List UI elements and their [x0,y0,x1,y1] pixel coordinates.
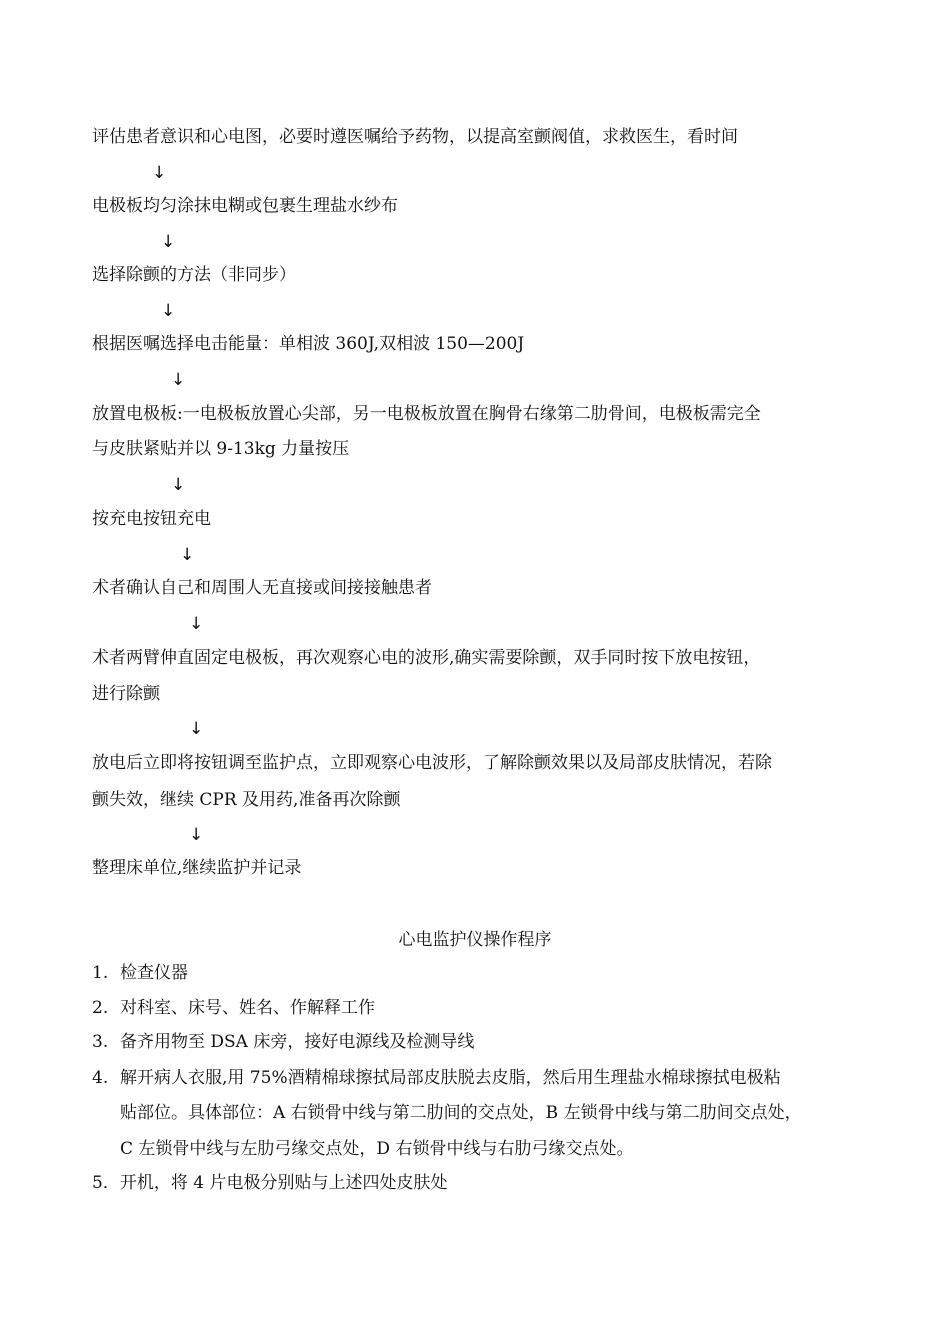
list-item-number: 2. [92,998,109,1018]
flow-step-electrode-gel: 电极板均匀涂抹电糊或包裹生理盐水纱布 [92,196,398,216]
flow-step-clear: 术者确认自己和周围人无直接或间接接触患者 [92,578,432,598]
flow-arrow-icon: ↓ [189,614,204,634]
flow-arrow-icon: ↓ [152,163,167,183]
section-title: 心电监护仪操作程序 [398,930,552,950]
list-item-number: 3. [92,1032,109,1052]
flow-arrow-icon: ↓ [161,301,176,321]
flow-step-energy: 根据医嘱选择电击能量：单相波 360J,双相波 150—200J [92,334,525,354]
list-item-cont: 贴部位。具体部位：A 右锁骨中线与第二肋间的交点处，B 左锁骨中线与第二肋间交点处， [120,1103,802,1123]
list-item-5: 5．开机，将 4 片电极分别贴与上述四处皮肤处 [92,1173,448,1193]
flow-step-place-electrodes: 放置电极板:一电极板放置心尖部，另一电极板放置在胸骨右缘第二肋骨间，电极板需完全 [92,404,761,424]
flow-step-charge: 按充电按钮充电 [92,509,211,529]
flow-step-after-discharge: 放电后立即将按钮调至监护点，立即观察心电波形，了解除颤效果以及局部皮肤情况，若除 [92,753,772,773]
list-item-number: 4. [92,1068,109,1088]
flow-step-after-discharge-cont: 颤失效，继续 CPR 及用药,准备再次除颤 [92,790,401,810]
flow-step-place-electrodes-cont: 与皮肤紧贴并以 9-13kg 力量按压 [92,439,350,459]
list-item: 备齐用物至 DSA 床旁，接好电源线及检测导线 [120,1032,475,1052]
flow-arrow-icon: ↓ [180,545,195,565]
flow-step-assess: 评估患者意识和心电图，必要时遵医嘱给予药物，以提高室颤阀值，求救医生，看时间 [92,127,738,147]
flow-arrow-icon: ↓ [189,719,204,739]
list-item: 检查仪器 [120,963,188,983]
list-item-cont: C 左锁骨中线与左肋弓缘交点处，D 右锁骨中线与右肋弓缘交点处。 [120,1139,634,1159]
flow-step-discharge: 术者两臂伸直固定电极板，再次观察心电的波形,确实需要除颤，双手同时按下放电按钮， [92,648,761,668]
list-item: 解开病人衣服,用 75%酒精棉球擦拭局部皮肤脱去皮脂，然后用生理盐水棉球擦拭电极粘 [120,1068,781,1088]
list-item: 对科室、床号、姓名、作解释工作 [120,998,375,1018]
flow-step-method: 选择除颤的方法（非同步） [92,265,296,285]
list-item-number: 1. [92,963,109,983]
flow-arrow-icon: ↓ [161,232,176,252]
flow-step-discharge-cont: 进行除颤 [92,684,160,704]
flow-arrow-icon: ↓ [189,825,204,845]
flow-arrow-icon: ↓ [171,370,186,390]
flow-step-tidy-up: 整理床单位,继续监护并记录 [92,858,302,878]
flow-arrow-icon: ↓ [171,475,186,495]
